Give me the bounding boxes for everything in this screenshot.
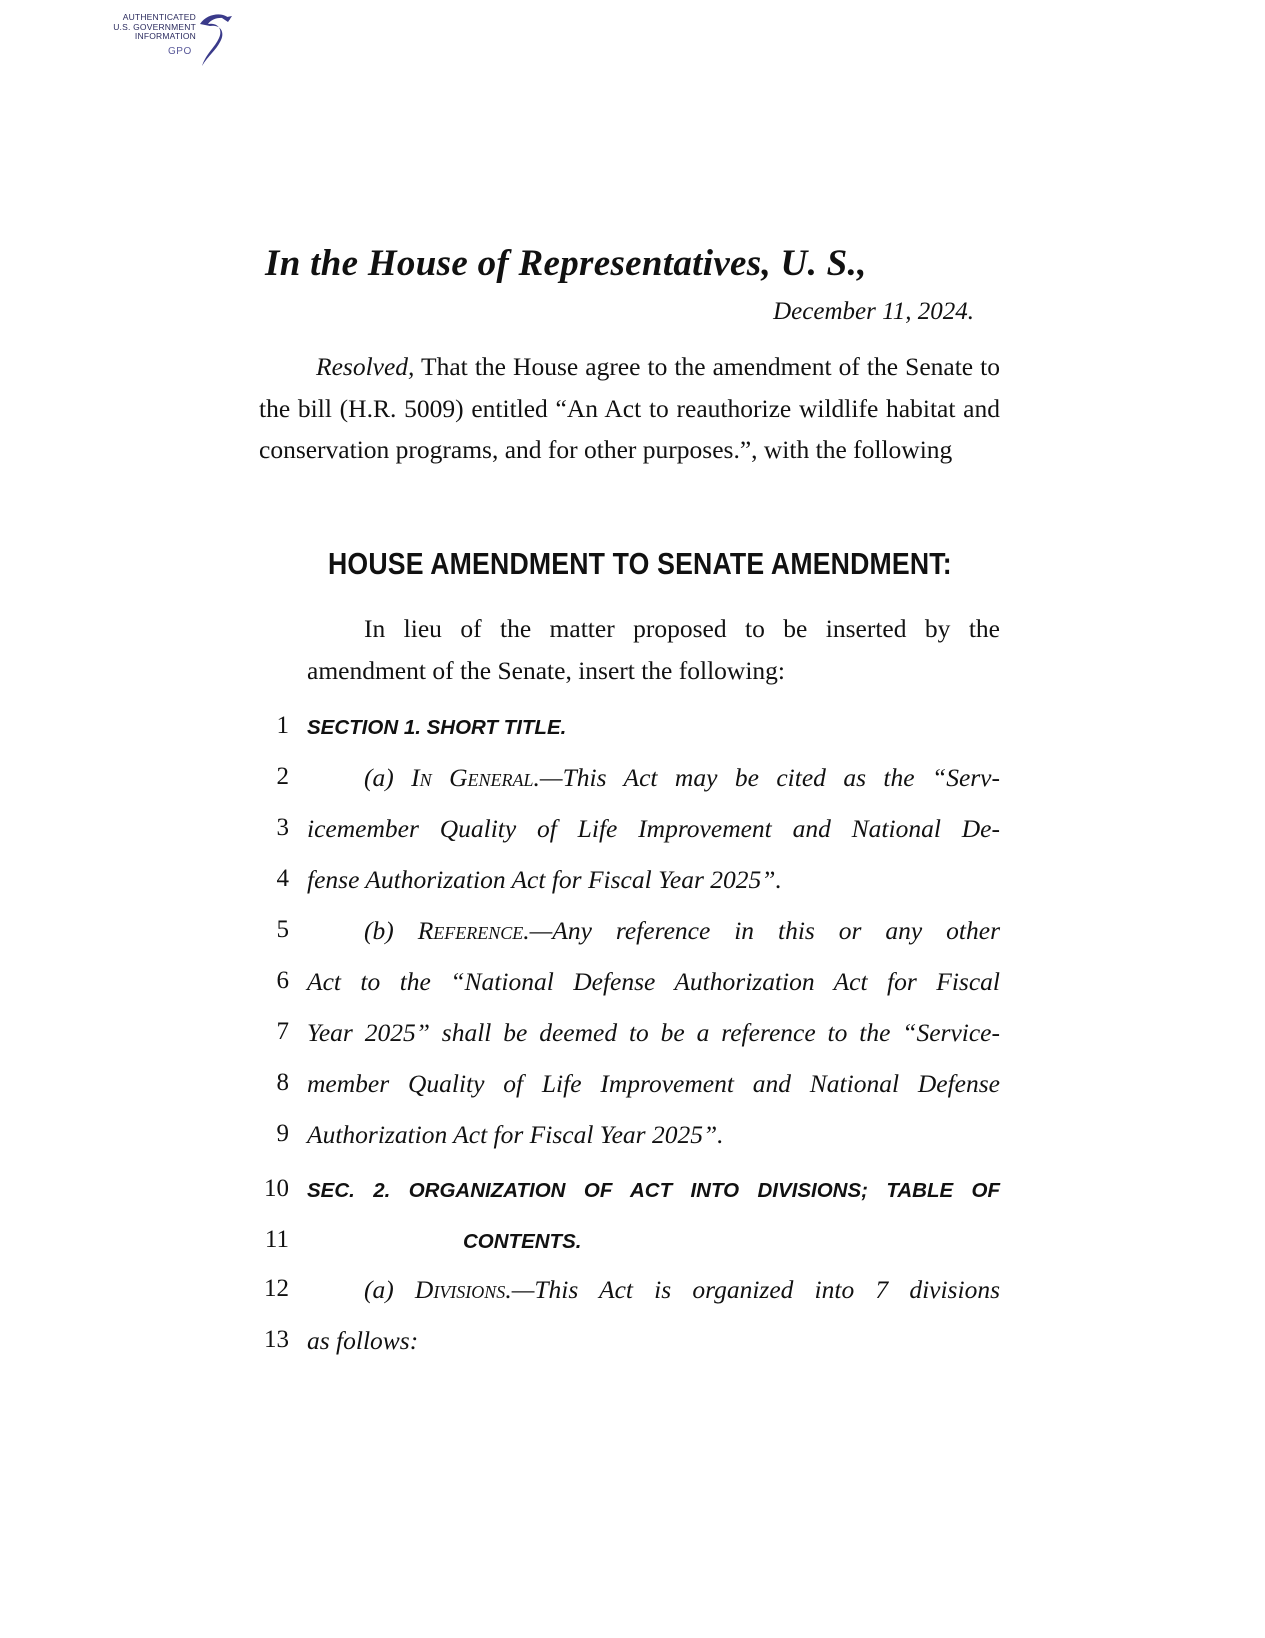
section-2-heading: SEC. 2. ORGANIZATION OF ACT INTO DIVISIONS; TABLE OF bbox=[307, 1179, 1000, 1202]
numbered-line bbox=[0, 916, 1265, 956]
lieu-paragraph: In lieu of the matter proposed to be inserted by the amendment of the Senate, insert the following: bbox=[307, 614, 1000, 685]
numbered-line bbox=[0, 1018, 1265, 1058]
line-text: member Quality of Life Improvement and National Defense bbox=[307, 1069, 1000, 1098]
numbered-line bbox=[0, 1175, 1265, 1215]
line-number: 1 bbox=[276, 712, 289, 739]
line-text: icemember Quality of Life Improvement and National De- bbox=[307, 814, 1000, 843]
line-number: 7 bbox=[276, 1018, 289, 1045]
line-number: 9 bbox=[276, 1120, 289, 1147]
section-2-heading-continued: CONTENTS. bbox=[463, 1230, 582, 1253]
line-text: (a) In General.—This Act may be cited as the “Serv- bbox=[364, 763, 1000, 792]
section-1-heading: SECTION 1. SHORT TITLE. bbox=[307, 716, 567, 739]
subsection-heading-divisions: Divisions bbox=[414, 1275, 506, 1304]
numbered-line bbox=[0, 814, 1265, 854]
eagle-logo-icon bbox=[192, 10, 234, 74]
numbered-line bbox=[0, 712, 1265, 752]
amendment-heading: HOUSE AMENDMENT TO SENATE AMENDMENT: bbox=[328, 546, 952, 581]
seal-text: AUTHENTICATED U.S. GOVERNMENT INFORMATION bbox=[113, 12, 196, 41]
subsection-heading-in-general: In General bbox=[411, 763, 534, 792]
numbered-line bbox=[0, 967, 1265, 1007]
line-number: 10 bbox=[264, 1175, 289, 1202]
document-title: In the House of Representatives, U. S., bbox=[265, 243, 867, 284]
numbered-line bbox=[0, 763, 1265, 803]
line-text: (a) Divisions.—This Act is organized into 7 divisions bbox=[364, 1275, 1000, 1304]
line-number: 5 bbox=[276, 916, 289, 943]
line-text: fense Authorization Act for Fiscal Year 2025”. bbox=[307, 865, 782, 894]
resolved-text: That the House agree to the amendment of the Senate to the bill (H.R. 5009) entitled “An Act to reauthorize wildlife habitat and conservation programs, and for other purposes.”, with the following bbox=[259, 352, 1000, 464]
gpo-authentication-seal bbox=[104, 10, 234, 74]
line-number: 6 bbox=[276, 967, 289, 994]
line-text: Authorization Act for Fiscal Year 2025”. bbox=[307, 1120, 724, 1149]
line-number: 2 bbox=[276, 763, 289, 790]
line-text: as follows: bbox=[307, 1326, 419, 1355]
line-text: (b) Reference.—Any reference in this or any other bbox=[364, 916, 1000, 945]
line-number: 12 bbox=[264, 1275, 289, 1302]
numbered-line bbox=[0, 1226, 1265, 1266]
numbered-line bbox=[0, 1326, 1265, 1366]
document-date: December 11, 2024. bbox=[773, 298, 974, 325]
numbered-line bbox=[0, 1275, 1265, 1315]
resolved-paragraph bbox=[259, 346, 1000, 471]
line-number: 8 bbox=[276, 1069, 289, 1096]
seal-gpo-label: GPO bbox=[168, 46, 192, 57]
resolved-lead: Resolved, bbox=[316, 352, 415, 381]
line-number: 4 bbox=[276, 865, 289, 892]
line-text: Year 2025” shall be deemed to be a reference to the “Service- bbox=[307, 1018, 1000, 1047]
numbered-line bbox=[0, 865, 1265, 905]
line-number: 13 bbox=[264, 1326, 289, 1353]
line-text: Act to the “National Defense Authorization Act for Fiscal bbox=[307, 967, 1000, 996]
subsection-heading-reference: Reference bbox=[417, 916, 524, 945]
line-number: 11 bbox=[264, 1226, 289, 1253]
numbered-line bbox=[0, 1069, 1265, 1109]
line-number: 3 bbox=[276, 814, 289, 841]
numbered-line bbox=[0, 1120, 1265, 1160]
